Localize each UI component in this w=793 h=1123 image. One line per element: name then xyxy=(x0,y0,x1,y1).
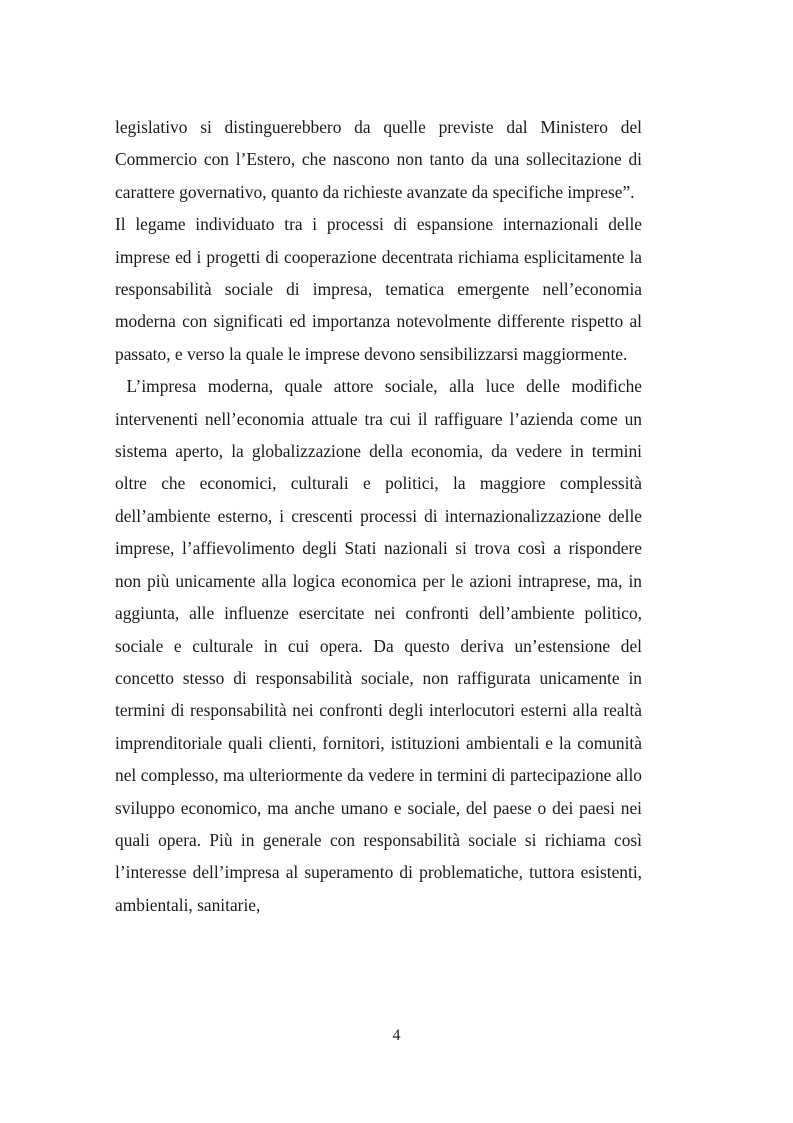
body-text xyxy=(115,111,647,921)
paragraph-legame: Il legame individuato tra i processi di espansione internazionali delle imprese ed i progetti di cooperazione decentrata richiama esplicitamente la responsabilità sociale di impresa, tematica emergente nell’economia moderna con significati ed importanza notevolmente differente rispetto al passato, e verso la quale le imprese devono sensibilizzarsi maggiormente. xyxy=(115,214,642,364)
paragraph-continuation: legislativo si distinguerebbero da quelle previste dal Ministero del Commercio con l’Estero, che nascono non tanto da una sollecitazione di carattere governativo, quanto da richieste avanzate da specifiche imprese”. xyxy=(115,117,642,202)
page-number: 4 xyxy=(392,1027,401,1044)
paragraph-impresa-moderna: L’impresa moderna, quale attore sociale, alla luce delle modifiche intervenenti nell’economia attuale tra cui il raffiguare l’azienda come un sistema aperto, la globalizzazione della economia, da vedere in termini oltre che economici, culturali e politici, la maggiore complessità dell’ambiente esterno, i crescenti processi di internazionalizzazione delle imprese, l’affievolimento degli Stati nazionali si trova così a rispondere non più unicamente alla logica economica per le azioni intraprese, ma, in aggiunta, alle influenze esercitate nei confronti dell’ambiente politico, sociale e culturale in cui opera. Da questo deriva un’estensione del concetto stesso di responsabilità sociale, non raffigurata unicamente in termini di responsabilità nei confronti degli interlocutori esterni alla realtà imprenditoriale quali clienti, fornitori, istituzioni ambientali e la comunità nel complesso, ma ulteriormente da vedere in termini di partecipazione allo sviluppo economico, ma anche umano e sociale, del paese o dei paesi nei quali opera. Più in generale con responsabilità sociale si richiama così l’interesse dell’impresa al superamento di problematiche, tuttora esistenti, ambientali, sanitarie, xyxy=(115,376,647,915)
